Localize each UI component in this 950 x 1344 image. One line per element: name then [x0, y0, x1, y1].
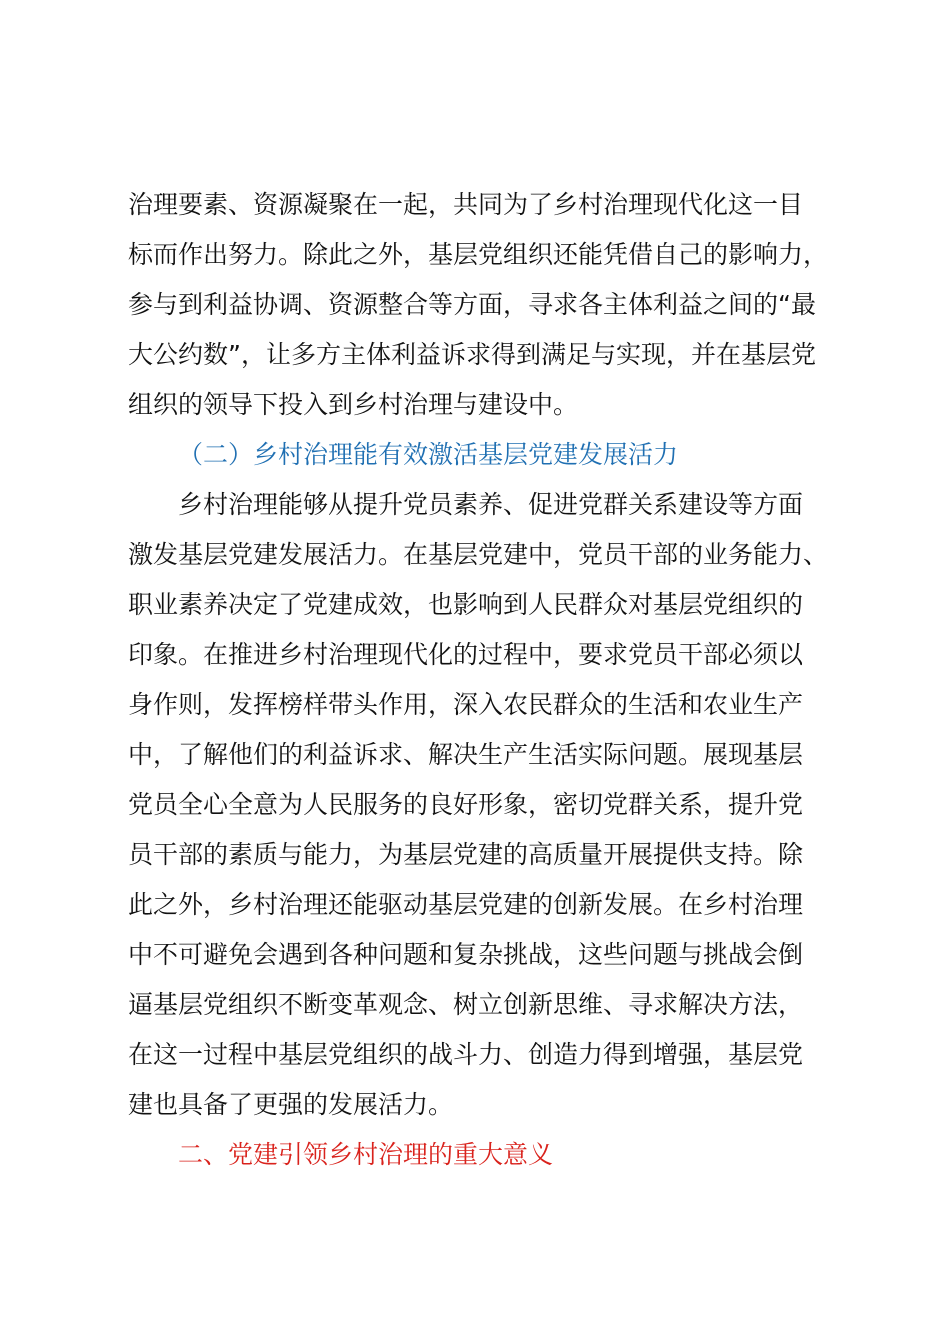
paragraph-continued [128, 180, 840, 430]
paragraph-party-building-vitality [128, 480, 840, 1130]
paragraph-line: 逼基层党组织不断变革观念、树立创新思维、寻求解决方法， [128, 990, 804, 1019]
paragraph-line: 职业素养决定了党建成效，也影响到人民群众对基层党组织的 [128, 590, 804, 619]
paragraph-line: 乡村治理能够从提升党员素养、促进党群关系建设等方面 [178, 490, 804, 519]
paragraph-line: 党员全心全意为人民服务的良好形象，密切党群关系，提升党 [128, 790, 804, 819]
paragraph-line: 大公约数”，让多方主体利益诉求得到满足与实现，并在基层党 [128, 340, 816, 369]
paragraph-line: 员干部的素质与能力，为基层党建的高质量开展提供支持。除 [128, 840, 804, 869]
section-heading: 二、党建引领乡村治理的重大意义 [178, 1140, 554, 1169]
paragraph-line: 中，了解他们的利益诉求、解决生产生活实际问题。展现基层 [128, 740, 804, 769]
paragraph-line: 激发基层党建发展活力。在基层党建中，党员干部的业务能力、 [128, 540, 829, 569]
subsection-heading: （二）乡村治理能有效激活基层党建发展活力 [178, 440, 679, 469]
paragraph-line: 组织的领导下投入到乡村治理与建设中。 [128, 390, 579, 419]
paragraph-line: 参与到利益协调、资源整合等方面，寻求各主体利益之间的“最 [128, 290, 816, 319]
paragraph-line: 中不可避免会遇到各种问题和复杂挑战，这些问题与挑战会倒 [128, 940, 804, 969]
paragraph-line: 标而作出努力。除此之外，基层党组织还能凭借自己的影响力， [128, 240, 829, 269]
paragraph-line: 身作则，发挥榜样带头作用，深入农民群众的生活和农业生产 [128, 690, 804, 719]
paragraph-line: 在这一过程中基层党组织的战斗力、创造力得到增强，基层党 [128, 1040, 804, 1069]
document-body [128, 180, 840, 1180]
paragraph-line: 治理要素、资源凝聚在一起，共同为了乡村治理现代化这一目 [128, 190, 804, 219]
paragraph-line: 印象。在推进乡村治理现代化的过程中，要求党员干部必须以 [128, 640, 804, 669]
paragraph-line: 建也具备了更强的发展活力。 [128, 1090, 454, 1119]
paragraph-line: 此之外，乡村治理还能驱动基层党建的创新发展。在乡村治理 [128, 890, 804, 919]
